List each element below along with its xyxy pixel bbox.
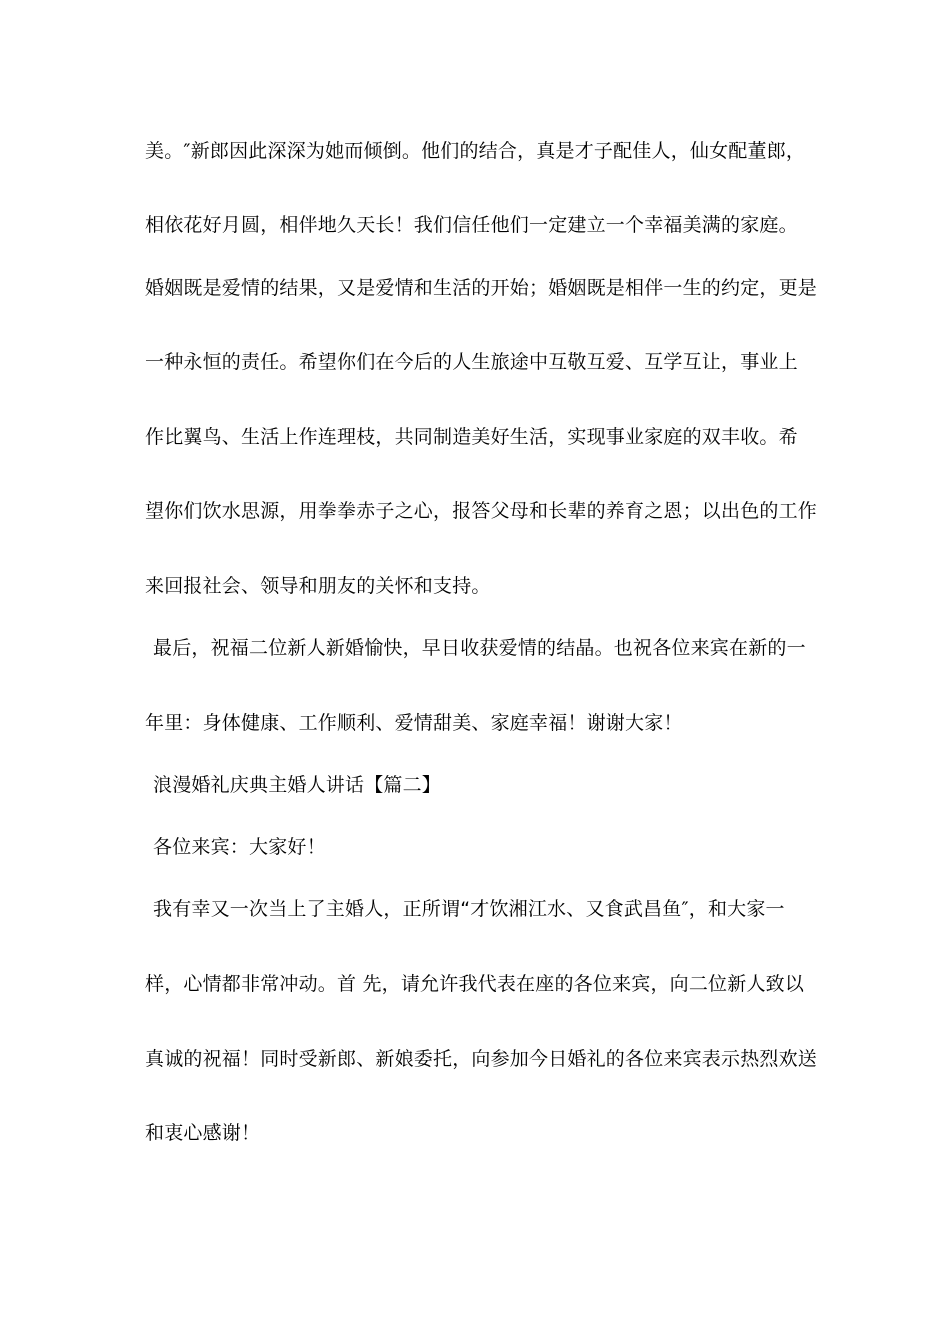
text-line-7: 来回报社会、领导和朋友的关怀和支持。 bbox=[145, 575, 491, 597]
text-line-13: 样，心情都非常冲动。首 先，请允许我代表在座的各位来宾，向二位新人致以 bbox=[145, 973, 805, 995]
text-line-14: 真诚的祝福！同时受新郎、新娘委托，向参加今日婚礼的各位来宾表示热烈欢送 bbox=[145, 1048, 818, 1070]
text-line-3: 婚姻既是爱情的结果，又是爱情和生活的开始；婚姻既是相伴一生的约定，更是 bbox=[145, 277, 818, 299]
text-line-8: 最后，祝福二位新人新婚愉快，早日收获爱情的结晶。也祝各位来宾在新的一 bbox=[153, 637, 806, 659]
text-line-2: 相依花好月圆，相伴地久天长！我们信任他们一定建立一个幸福美满的家庭。 bbox=[145, 214, 798, 236]
text-line-5: 作比翼鸟、生活上作连理枝，共同制造美好生活，实现事业家庭的双丰收。希 bbox=[145, 426, 798, 448]
text-line-1: 美。″新郎因此深深为她而倾倒。他们的结合，真是才子配佳人，仙女配董郎， bbox=[145, 140, 806, 162]
text-line-4: 一种永恒的责任。希望你们在今后的人生旅途中互敬互爱、互学互让，事业上 bbox=[145, 351, 798, 373]
text-line-9: 年里：身体健康、工作顺利、爱情甜美、家庭幸福！谢谢大家！ bbox=[145, 712, 683, 734]
greeting-line: 各位来宾：大家好！ bbox=[153, 836, 326, 858]
text-line-12: 我有幸又一次当上了主婚人，正所谓“才饮湘江水、又食武昌鱼″，和大家一 bbox=[153, 898, 785, 920]
section-heading: 浪漫婚礼庆典主婚人讲话【篇二】 bbox=[153, 774, 442, 796]
text-line-6: 望你们饮水思源，用拳拳赤子之心，报答父母和长辈的养育之恩；以出色的工作 bbox=[145, 500, 818, 522]
text-line-15: 和衷心感谢！ bbox=[145, 1122, 261, 1144]
